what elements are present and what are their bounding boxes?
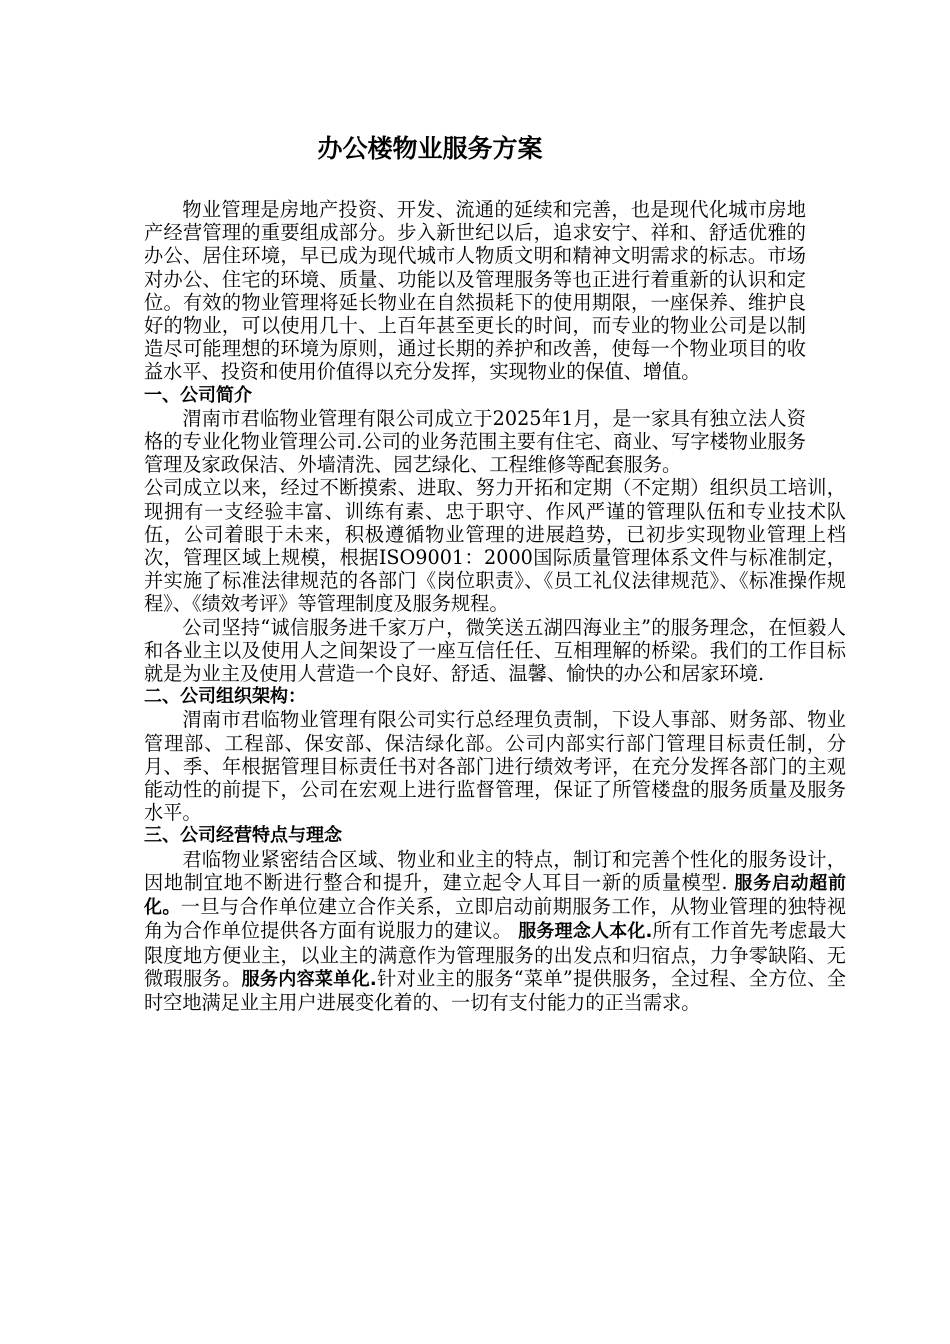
philosophy-point-2-label: 服务理念人本化. (518, 921, 653, 943)
section-heading-company-profile: 一、公司简介 (144, 384, 252, 406)
philosophy-point-1-text: 一旦与合作单位建立合作关系，立即启动前期服务工作，从物业管理的独特视角为合作单位提供各方面有说服力的建议。 (144, 895, 847, 943)
company-profile-paragraph-3: 公司坚持“诚信服务进千家万户，微笑送五湖四海业主”的服务理念，在恒毅人和各业主以及使用人之间架设了一座互信任任、互相理解的桥梁。我们的工作目标就是为业主及使用人营造一个良好、舒适、温馨、愉快的办公和居家环境. (144, 615, 846, 686)
business-philosophy-paragraph (144, 848, 846, 1014)
philosophy-point-1-label: 服务启动超前化。 (144, 872, 846, 919)
document-body (144, 198, 846, 1014)
document-title: 办公楼物业服务方案 (317, 134, 543, 163)
section-heading-business-philosophy: 三、公司经营特点与理念 (144, 825, 342, 847)
philosophy-lead-text: 君临物业紧密结合区域、物业和业主的特点，制订和完善个性化的服务设计，因地制宜地不断进行整合和提升，建立起令人耳目一新的质量模型. (144, 847, 846, 894)
section-heading-org-structure: 二、公司组织架构： (144, 686, 306, 708)
company-profile-paragraph-2: 公司成立以来，经过不断摸索、进取、努力开拓和定期（不定期）组织员工培训，现拥有一支经验丰富、训练有素、忠于职守、作风严谨的管理队伍和专业技术队伍，公司着眼于未来，积极遵循物业管理的进展趋势，已初步实现物业管理上档次，管理区域上规模，根据ISO9001：2000国际质量管理体系文件与标准制定，并实施了标准法律规范的各部门《岗位职责》、《员工礼仪法律规范》、《标准操作规程》、《绩效考评》等管理制度及服务规程。 (144, 476, 846, 616)
philosophy-point-3-text: 针对业主的服务“菜单”提供服务，全过程、全方位、全时空地满足业主用户进展变化着的、一切有支付能力的正当需求。 (144, 966, 847, 1014)
org-structure-paragraph: 渭南市君临物业管理有限公司实行总经理负责制，下设人事部、财务部、物业管理部、工程部、保安部、保洁绿化部。公司内部实行部门管理目标责任制，分月、季、年根据管理目标责任书对各部门进行绩效考评，在充分发挥各部门的主观能动性的前提下，公司在宏观上进行监督管理，保证了所管楼盘的服务质量及服务水平。 (144, 708, 846, 825)
philosophy-point-3-label: 服务内容菜单化. (241, 968, 377, 990)
intro-paragraph: 物业管理是房地产投资、开发、流通的延续和完善，也是现代化城市房地产经营管理的重要组成部分。步入新世纪以后，追求安宁、祥和、舒适优雅的办公、居住环境，早已成为现代城市人物质文明和精神文明需求的标志。市场对办公、住宅的环境、质量、功能以及管理服务等也正进行着重新的认识和定位。有效的物业管理将延长物业在自然损耗下的使用期限，一座保养、维护良好的物业，可以使用几十、上百年甚至更长的时间，而专业的物业公司是以制造尽可能理想的环境为原则，通过长期的养护和改善，使每一个物业项目的收益水平、投资和使用价值得以充分发挥，实现物业的保值、增值。 (144, 198, 806, 384)
philosophy-point-2-text: 所有工作首先考虑最大限度地方便业主，以业主的满意作为管理服务的出发点和归宿点，力争零缺陷、无微瑕服务。 (144, 919, 847, 990)
company-profile-paragraph-1: 渭南市君临物业管理有限公司成立于2025年1月，是一家具有独立法人资格的专业化物业管理公司.公司的业务范围主要有住宅、商业、写字楼物业服务管理及家政保洁、外墙清洗、园艺绿化、工程维修等配套服务。 (144, 406, 806, 477)
